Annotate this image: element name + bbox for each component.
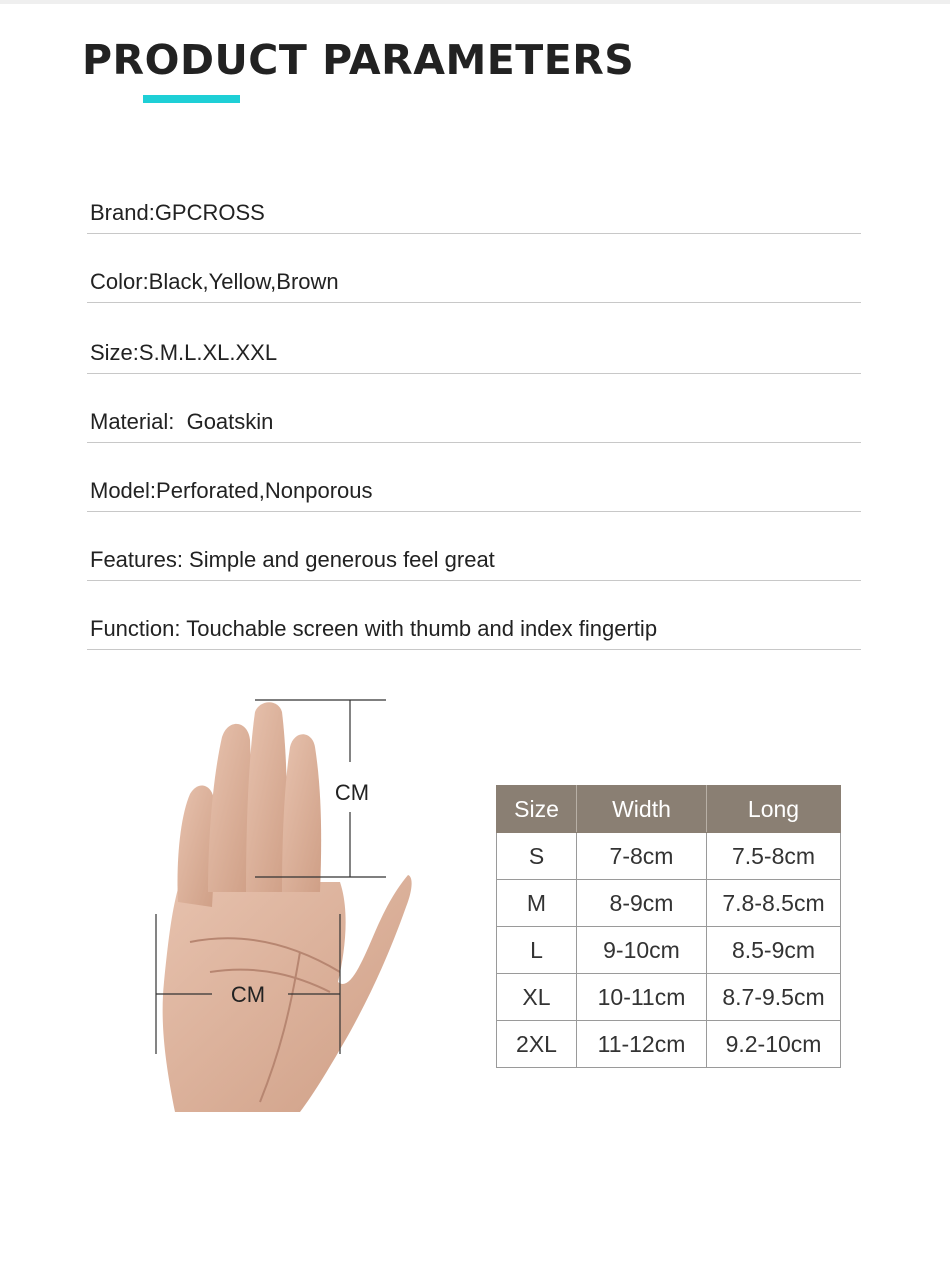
table-row	[497, 927, 841, 974]
param-color: Color:Black,Yellow,Brown	[90, 269, 339, 294]
title-accent-bar	[143, 95, 240, 103]
hand-palm-illustration	[150, 692, 420, 1112]
param-row-material	[87, 375, 861, 443]
table-header-row	[497, 786, 841, 833]
table-row	[497, 880, 841, 927]
cell-long: 9.2-10cm	[707, 1021, 841, 1068]
top-strip	[0, 0, 950, 4]
header-long: Long	[707, 786, 841, 833]
width-cm-label: CM	[230, 982, 266, 1007]
page-title: PRODUCT PARAMETERS	[82, 36, 635, 84]
cell-size: L	[497, 927, 577, 974]
cell-size: S	[497, 833, 577, 880]
cell-size: XL	[497, 974, 577, 1021]
size-chart-table	[496, 785, 841, 1068]
param-material: Material: Goatskin	[90, 409, 274, 434]
cell-width: 11-12cm	[577, 1021, 707, 1068]
cell-long: 7.8-8.5cm	[707, 880, 841, 927]
table-row	[497, 833, 841, 880]
cell-long: 8.5-9cm	[707, 927, 841, 974]
length-cm-label: CM	[334, 780, 370, 805]
cell-long: 8.7-9.5cm	[707, 974, 841, 1021]
param-row-size	[87, 306, 861, 374]
hand-measurement-diagram	[150, 692, 420, 1112]
param-row-model	[87, 444, 861, 512]
param-size: Size:S.M.L.XL.XXL	[90, 340, 278, 365]
param-row-brand	[87, 166, 861, 234]
param-brand: Brand:GPCROSS	[90, 200, 265, 225]
header-width: Width	[577, 786, 707, 833]
cell-long: 7.5-8cm	[707, 833, 841, 880]
cell-size: M	[497, 880, 577, 927]
cell-width: 10-11cm	[577, 974, 707, 1021]
param-features: Features: Simple and generous feel great	[90, 547, 495, 572]
param-row-function	[87, 582, 861, 650]
cell-width: 9-10cm	[577, 927, 707, 974]
param-model: Model:Perforated,Nonporous	[90, 478, 373, 503]
param-row-features	[87, 513, 861, 581]
table-row	[497, 974, 841, 1021]
header-size: Size	[497, 786, 577, 833]
cell-width: 7-8cm	[577, 833, 707, 880]
table-row	[497, 1021, 841, 1068]
param-row-color	[87, 235, 861, 303]
cell-width: 8-9cm	[577, 880, 707, 927]
param-function: Function: Touchable screen with thumb and index fingertip	[90, 616, 658, 641]
cell-size: 2XL	[497, 1021, 577, 1068]
